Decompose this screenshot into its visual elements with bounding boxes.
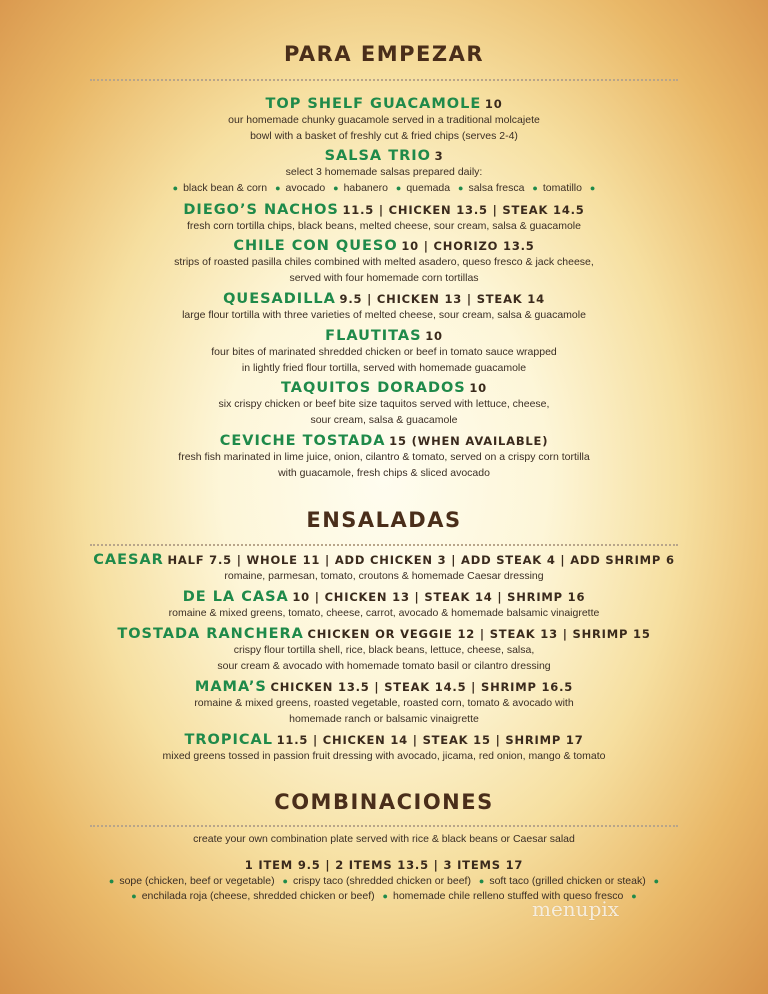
item-desc: our homemade chunky guacamole served in a traditional molcajete bbox=[228, 114, 540, 126]
item-desc: sour cream & avocado with homemade tomato basil or cilantro dressing bbox=[217, 659, 551, 672]
bullet-icon: ● bbox=[653, 875, 660, 886]
item-name: CEVICHE TOSTADA bbox=[219, 433, 386, 449]
option: homemade chile relleno stuffed with queso fresco bbox=[392, 889, 624, 902]
item-desc: six crispy chicken or beef bite size taquitos served with lettuce, cheese, bbox=[218, 398, 550, 410]
combo-options-row bbox=[0, 874, 768, 889]
option: avocado bbox=[285, 181, 326, 194]
bullet-icon: ● bbox=[333, 182, 339, 193]
menu-item bbox=[0, 588, 768, 622]
item-name: QUESADILLA bbox=[223, 291, 336, 307]
menu-item bbox=[0, 731, 768, 765]
item-desc: sour cream, salsa & guacamole bbox=[310, 413, 458, 426]
menu-item bbox=[0, 201, 768, 235]
option: enchilada roja (cheese, shredded chicken or beef) bbox=[141, 889, 375, 902]
bullet-icon: ● bbox=[108, 875, 115, 886]
item-name: TOSTADA RANCHERA bbox=[117, 626, 304, 642]
item-name: MAMA’S bbox=[194, 679, 267, 695]
option: quemada bbox=[406, 181, 451, 194]
item-name: SALSA TRIO bbox=[324, 148, 431, 164]
item-desc: romaine & mixed greens, roasted vegetable, roasted corn, tomato & avocado with bbox=[194, 697, 574, 709]
item-price: 10 | CHICKEN 13 | STEAK 14 | SHRIMP 16 bbox=[292, 590, 586, 604]
item-price: 3 bbox=[434, 149, 444, 163]
combo-block bbox=[0, 832, 768, 904]
salsa-options bbox=[0, 181, 768, 196]
menu-item bbox=[0, 551, 768, 585]
item-desc: served with four homemade corn tortillas bbox=[289, 271, 479, 284]
option: soft taco (grilled chicken or steak) bbox=[489, 874, 646, 887]
item-name: DIEGO’S NACHOS bbox=[183, 202, 339, 218]
item-price: 11.5 | CHICKEN 13.5 | STEAK 14.5 bbox=[342, 203, 585, 217]
item-desc: in lightly fried flour tortilla, served with homemade guacamole bbox=[241, 361, 527, 374]
item-desc: bowl with a basket of freshly cut & fried chips (serves 2-4) bbox=[250, 129, 518, 142]
section-divider bbox=[90, 544, 678, 546]
bullet-icon: ● bbox=[478, 875, 485, 886]
item-price: 10 bbox=[484, 97, 503, 111]
menu-item bbox=[0, 432, 768, 481]
item-price: 15 (WHEN AVAILABLE) bbox=[389, 434, 549, 448]
item-name: CAESAR bbox=[93, 552, 164, 568]
item-price: 11.5 | CHICKEN 14 | STEAK 15 | SHRIMP 17 bbox=[276, 733, 584, 747]
bullet-icon: ● bbox=[395, 182, 402, 193]
watermark: menupix bbox=[532, 897, 620, 921]
item-desc: fresh fish marinated in lime juice, onion, cilantro & tomato, served on a crispy corn tortilla bbox=[178, 451, 590, 463]
item-desc: crispy flour tortilla shell, rice, black beans, lettuce, cheese, salsa, bbox=[233, 644, 535, 656]
combo-prices: 1 ITEM 9.5 | 2 ITEMS 13.5 | 3 ITEMS 17 bbox=[244, 857, 524, 872]
combo-options-row bbox=[0, 889, 768, 904]
combo-intro: create your own combination plate served with rice & black beans or Caesar salad bbox=[193, 833, 575, 845]
option: crispy taco (shredded chicken or beef) bbox=[292, 874, 471, 887]
section-title-salads: ENSALADAS bbox=[306, 508, 462, 532]
item-desc: with guacamole, fresh chips & sliced avocado bbox=[278, 466, 490, 479]
bullet-icon: ● bbox=[275, 182, 281, 193]
menu-item bbox=[0, 379, 768, 428]
bullet-icon: ● bbox=[131, 890, 137, 901]
option: black bean & corn bbox=[183, 181, 268, 194]
item-desc: mixed greens tossed in passion fruit dressing with avocado, jicama, red onion, mango & tomato bbox=[162, 750, 606, 762]
section-divider bbox=[90, 825, 678, 827]
item-price: 10 bbox=[425, 329, 443, 343]
bullet-icon: ● bbox=[631, 890, 637, 901]
menu-item bbox=[0, 327, 768, 376]
option: habanero bbox=[343, 181, 388, 194]
bullet-icon: ● bbox=[532, 182, 538, 193]
bullet-icon: ● bbox=[458, 182, 464, 193]
menu-item bbox=[0, 290, 768, 324]
menu-item bbox=[0, 237, 768, 286]
section-divider bbox=[90, 79, 678, 81]
section-title-starters: PARA EMPEZAR bbox=[283, 42, 485, 66]
item-name: TAQUITOS DORADOS bbox=[281, 380, 466, 396]
bullet-icon: ● bbox=[589, 182, 596, 193]
item-desc: large flour tortilla with three varieties of melted cheese, sour cream, salsa & guacamole bbox=[182, 309, 586, 321]
item-price: 9.5 | CHICKEN 13 | STEAK 14 bbox=[339, 292, 545, 306]
option: salsa fresca bbox=[468, 181, 525, 194]
bullet-icon: ● bbox=[382, 890, 388, 901]
item-price: 10 bbox=[469, 381, 487, 395]
item-price: HALF 7.5 | WHOLE 11 | ADD CHICKEN 3 | ADD STEAK 4 | ADD SHRIMP 6 bbox=[167, 553, 675, 567]
item-desc: strips of roasted pasilla chiles combined with melted asadero, queso fresco & jack cheese, bbox=[174, 256, 594, 268]
item-price: CHICKEN 13.5 | STEAK 14.5 | SHRIMP 16.5 bbox=[270, 680, 574, 694]
menu-item bbox=[0, 678, 768, 727]
item-desc: homemade ranch or balsamic vinaigrette bbox=[289, 712, 479, 725]
item-name: CHILE CON QUESO bbox=[233, 238, 398, 254]
item-desc: romaine, parmesan, tomato, croutons & homemade Caesar dressing bbox=[224, 570, 544, 582]
menu-item bbox=[0, 95, 768, 144]
item-name: DE LA CASA bbox=[182, 589, 289, 605]
menu-item bbox=[0, 625, 768, 674]
option: tomatillo bbox=[542, 181, 582, 194]
bullet-icon: ● bbox=[282, 875, 288, 886]
item-price: CHICKEN OR VEGGIE 12 | STEAK 13 | SHRIMP 15 bbox=[307, 627, 651, 641]
item-desc: fresh corn tortilla chips, black beans, melted cheese, sour cream, salsa & guacamole bbox=[187, 220, 581, 232]
bullet-icon: ● bbox=[172, 182, 179, 193]
item-name: TROPICAL bbox=[184, 732, 273, 748]
section-title-combos: COMBINACIONES bbox=[274, 790, 494, 814]
item-name: TOP SHELF GUACAMOLE bbox=[265, 96, 482, 112]
item-price: 10 | CHORIZO 13.5 bbox=[401, 239, 535, 253]
item-desc: romaine & mixed greens, tomato, cheese, carrot, avocado & homemade balsamic vinaigrette bbox=[168, 607, 600, 619]
item-desc: four bites of marinated shredded chicken or beef in tomato sauce wrapped bbox=[211, 346, 557, 358]
item-desc: select 3 homemade salsas prepared daily: bbox=[285, 166, 483, 178]
item-name: FLAUTITAS bbox=[325, 328, 422, 344]
option: sope (chicken, beef or vegetable) bbox=[119, 874, 275, 887]
menu-item bbox=[0, 147, 768, 196]
